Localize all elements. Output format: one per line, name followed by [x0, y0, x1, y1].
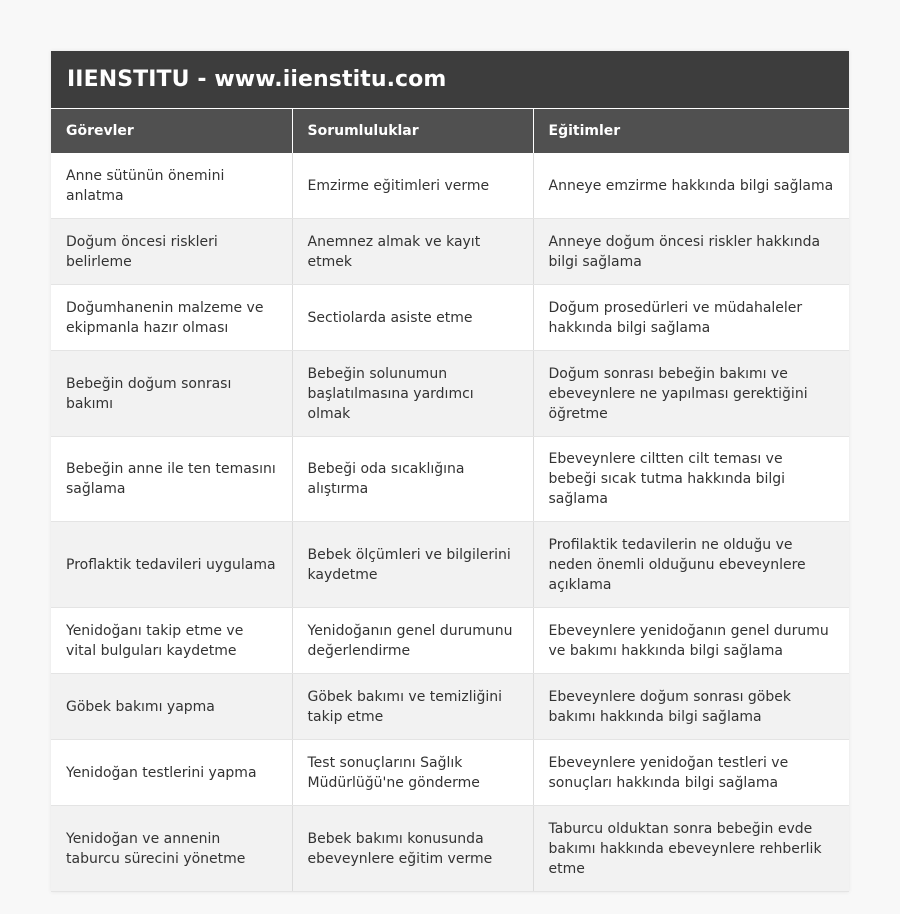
cell-training: Doğum sonrası bebeğin bakımı ve ebeveynlere ne yapılması gerektiğini öğretme [533, 351, 849, 437]
table-row [51, 522, 849, 608]
cell-task: Göbek bakımı yapma [51, 674, 292, 740]
cell-responsibility: Bebeğin solunumun başlatılmasına yardımcı olmak [292, 351, 533, 437]
cell-responsibility: Göbek bakımı ve temizliğini takip etme [292, 674, 533, 740]
cell-responsibility: Sectiolarda asiste etme [292, 285, 533, 351]
cell-training: Anneye doğum öncesi riskler hakkında bilgi sağlama [533, 219, 849, 285]
cell-task: Doğum öncesi riskleri belirleme [51, 219, 292, 285]
table-row [51, 740, 849, 806]
table-row [51, 806, 849, 892]
table-header [51, 109, 849, 153]
cell-responsibility: Bebek bakımı konusunda ebeveynlere eğitim verme [292, 806, 533, 892]
column-header-sorumluluklar: Sorumluluklar [292, 109, 533, 153]
cell-task: Yenidoğan testlerini yapma [51, 740, 292, 806]
table-row [51, 674, 849, 740]
cell-training: Ebeveynlere yenidoğanın genel durumu ve bakımı hakkında bilgi sağlama [533, 608, 849, 674]
cell-task: Yenidoğan ve annenin taburcu sürecini yönetme [51, 806, 292, 892]
table-row [51, 285, 849, 351]
cell-responsibility: Bebeği oda sıcaklığına alıştırma [292, 437, 533, 522]
cell-task: Proflaktik tedavileri uygulama [51, 522, 292, 608]
table-row [51, 437, 849, 522]
table-row [51, 219, 849, 285]
cell-training: Ebeveynlere doğum sonrası göbek bakımı hakkında bilgi sağlama [533, 674, 849, 740]
header-row [51, 109, 849, 153]
cell-training: Doğum prosedürleri ve müdahaleler hakkında bilgi sağlama [533, 285, 849, 351]
cell-responsibility: Anemnez almak ve kayıt etmek [292, 219, 533, 285]
tasks-table [51, 109, 849, 892]
cell-training: Profilaktik tedavilerin ne olduğu ve neden önemli olduğunu ebeveynlere açıklama [533, 522, 849, 608]
cell-responsibility: Test sonuçlarını Sağlık Müdürlüğü'ne gönderme [292, 740, 533, 806]
cell-task: Yenidoğanı takip etme ve vital bulguları kaydetme [51, 608, 292, 674]
cell-responsibility: Bebek ölçümleri ve bilgilerini kaydetme [292, 522, 533, 608]
table-row [51, 608, 849, 674]
cell-responsibility: Yenidoğanın genel durumunu değerlendirme [292, 608, 533, 674]
table-row [51, 153, 849, 219]
page-title: IIENSTITU - www.iienstitu.com [67, 67, 447, 92]
cell-task: Doğumhanenin malzeme ve ekipmanla hazır olması [51, 285, 292, 351]
table-row [51, 351, 849, 437]
title-bar [51, 51, 849, 109]
table-body [51, 153, 849, 892]
table-card [51, 51, 849, 892]
cell-responsibility: Emzirme eğitimleri verme [292, 153, 533, 219]
cell-task: Anne sütünün önemini anlatma [51, 153, 292, 219]
column-header-gorevler: Görevler [51, 109, 292, 153]
cell-training: Ebeveynlere ciltten cilt teması ve bebeği sıcak tutma hakkında bilgi sağlama [533, 437, 849, 522]
cell-task: Bebeğin doğum sonrası bakımı [51, 351, 292, 437]
cell-training: Taburcu olduktan sonra bebeğin evde bakımı hakkında ebeveynlere rehberlik etme [533, 806, 849, 892]
cell-training: Anneye emzirme hakkında bilgi sağlama [533, 153, 849, 219]
cell-training: Ebeveynlere yenidoğan testleri ve sonuçları hakkında bilgi sağlama [533, 740, 849, 806]
column-header-egitimler: Eğitimler [533, 109, 849, 153]
cell-task: Bebeğin anne ile ten temasını sağlama [51, 437, 292, 522]
